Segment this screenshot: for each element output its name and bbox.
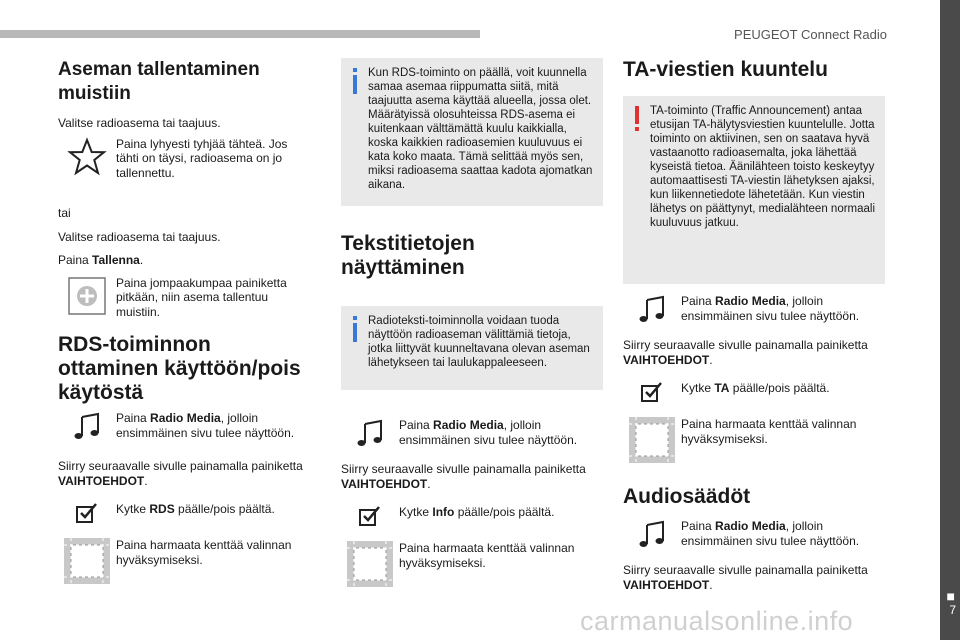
- heading-audio-settings: Audiosäädöt: [623, 485, 751, 508]
- grey-field-icon: [341, 541, 399, 587]
- radio-media-instruction: Paina Radio Media, jolloin ensimmäinen sivu tulee näyttöön.: [681, 294, 860, 323]
- column-3: [623, 58, 885, 592]
- warning-icon: [632, 106, 642, 132]
- radio-media-row: [58, 411, 313, 441]
- music-note-icon: [58, 411, 116, 441]
- options-instruction: Siirry seuraavalle sivulle painamalla painiketta VAIHTOEHDOT.: [341, 462, 586, 491]
- music-note-icon: [623, 519, 681, 549]
- column-2: [341, 58, 603, 587]
- sidebar-marker: ■: [946, 588, 955, 604]
- plus-icon: [58, 276, 116, 316]
- toggle-instruction: Kytke TA päälle/pois päältä.: [681, 381, 830, 395]
- ta-warning-note: TA-toiminto (Traffic Announcement) antaa etusijan TA-hälytysviestien kuuntelulle. Jotta toiminto on aktiivinen, sen on saatava hyvä vastaanotto radioasemalta, joka lähettää kyseistä tietoa. Äänilähteen toisto keskeytyy automaattisesti TA-viestin lähetyksen ajaksi, kun liikennetiedote lähetetään. Kun viestin lähetys on päättynyt, medialähteen normaali kuuluvuus jatkuu.: [623, 96, 885, 284]
- page-sidebar: [940, 0, 960, 640]
- star-instruction: Paina lyhyesti tyhjää tähteä. Jos tähti on täysi, radioasema on jo tallennettu.: [116, 136, 288, 180]
- checkbox-icon: [341, 505, 399, 527]
- select-station-text: Valitse radioasema tai taajuus.: [58, 116, 221, 130]
- toggle-instruction: Kytke Info päälle/pois päältä.: [399, 505, 555, 519]
- or-text: tai: [58, 206, 71, 220]
- info-icon: [350, 316, 360, 342]
- heading-save-station: Aseman tallentaminen muistiin: [58, 59, 260, 104]
- radio-media-row: [623, 294, 885, 324]
- press-save-text: Paina Tallenna.: [58, 253, 144, 267]
- confirm-instruction: Paina harmaata kenttää valinnan hyväksymiseksi.: [681, 417, 857, 446]
- rds-info-note: Kun RDS-toiminto on päällä, voit kuunnella samaa asemaa riippumatta siitä, mitä taajuutta asema käyttää alueella, jossa olet. Määrätyissä olosuhteissa RDS-asema ei kuitenkaan välttämättä kuulu kaikkialla, koska kaikkien radioasemien kuuluvuus ei kata koko maata. Tämä selittää myös sen, miksi radioasema saattaa kadota ajomatkan aikana.: [341, 58, 603, 206]
- toggle-instruction: Kytke RDS päälle/pois päältä.: [116, 502, 275, 516]
- music-note-icon: [341, 418, 399, 448]
- radio-media-row-2: [623, 519, 885, 549]
- options-instruction: Siirry seuraavalle sivulle painamalla painiketta VAIHTOEHDOT.: [58, 459, 303, 488]
- toggle-row: [623, 381, 885, 403]
- confirm-row: [58, 538, 313, 584]
- watermark: carmanualsonline.info: [580, 606, 854, 636]
- options-instruction: Siirry seuraavalle sivulle painamalla painiketta VAIHTOEHDOT.: [623, 338, 868, 367]
- star-icon: [58, 137, 116, 177]
- plus-row: [58, 276, 313, 320]
- checkbox-icon: [58, 502, 116, 524]
- confirm-row: [623, 417, 885, 463]
- music-note-icon: [623, 294, 681, 324]
- radio-media-instruction: Paina Radio Media, jolloin ensimmäinen sivu tulee näyttöön.: [116, 411, 295, 440]
- radio-media-instruction: Paina Radio Media, jolloin ensimmäinen sivu tulee näyttöön.: [399, 418, 578, 447]
- heading-ta: TA-viestien kuuntelu: [623, 58, 828, 81]
- confirm-instruction: Paina harmaata kenttää valinnan hyväksymiseksi.: [399, 541, 575, 570]
- star-row: [58, 137, 313, 181]
- page-number: 7: [949, 603, 956, 617]
- radiotext-info-note: Radioteksti-toiminnolla voidaan tuoda näyttöön radioaseman välittämiä tietoja, jotka liittyvät kuunneltavana olevan aseman lähetykseen tai laulukappaleeseen.: [341, 306, 603, 390]
- page-header: PEUGEOT Connect Radio: [734, 27, 887, 42]
- select-station-text-2: Valitse radioasema tai taajuus.: [58, 229, 221, 244]
- grey-field-icon: [623, 417, 681, 463]
- toggle-row: [341, 505, 603, 527]
- heading-text-info: Tekstitietojen näyttäminen: [341, 232, 475, 279]
- radio-media-row: [341, 418, 603, 448]
- top-rule: [0, 30, 480, 38]
- confirm-row: [341, 541, 603, 587]
- options-instruction-2: Siirry seuraavalle sivulle painamalla painiketta VAIHTOEHDOT.: [623, 563, 868, 592]
- info-icon: [350, 68, 360, 94]
- heading-rds: RDS-toiminnon ottaminen käyttöön/pois käytöstä: [58, 333, 301, 404]
- column-1: [58, 58, 313, 584]
- plus-instruction: Paina jompaakumpaa painiketta pitkään, niin asema tallentuu muistiin.: [116, 275, 287, 319]
- grey-field-icon: [58, 538, 116, 584]
- radio-media-instruction-2: Paina Radio Media, jolloin ensimmäinen sivu tulee näyttöön.: [681, 519, 860, 548]
- confirm-instruction: Paina harmaata kenttää valinnan hyväksymiseksi.: [116, 538, 292, 567]
- toggle-row: [58, 502, 313, 524]
- checkbox-icon: [623, 381, 681, 403]
